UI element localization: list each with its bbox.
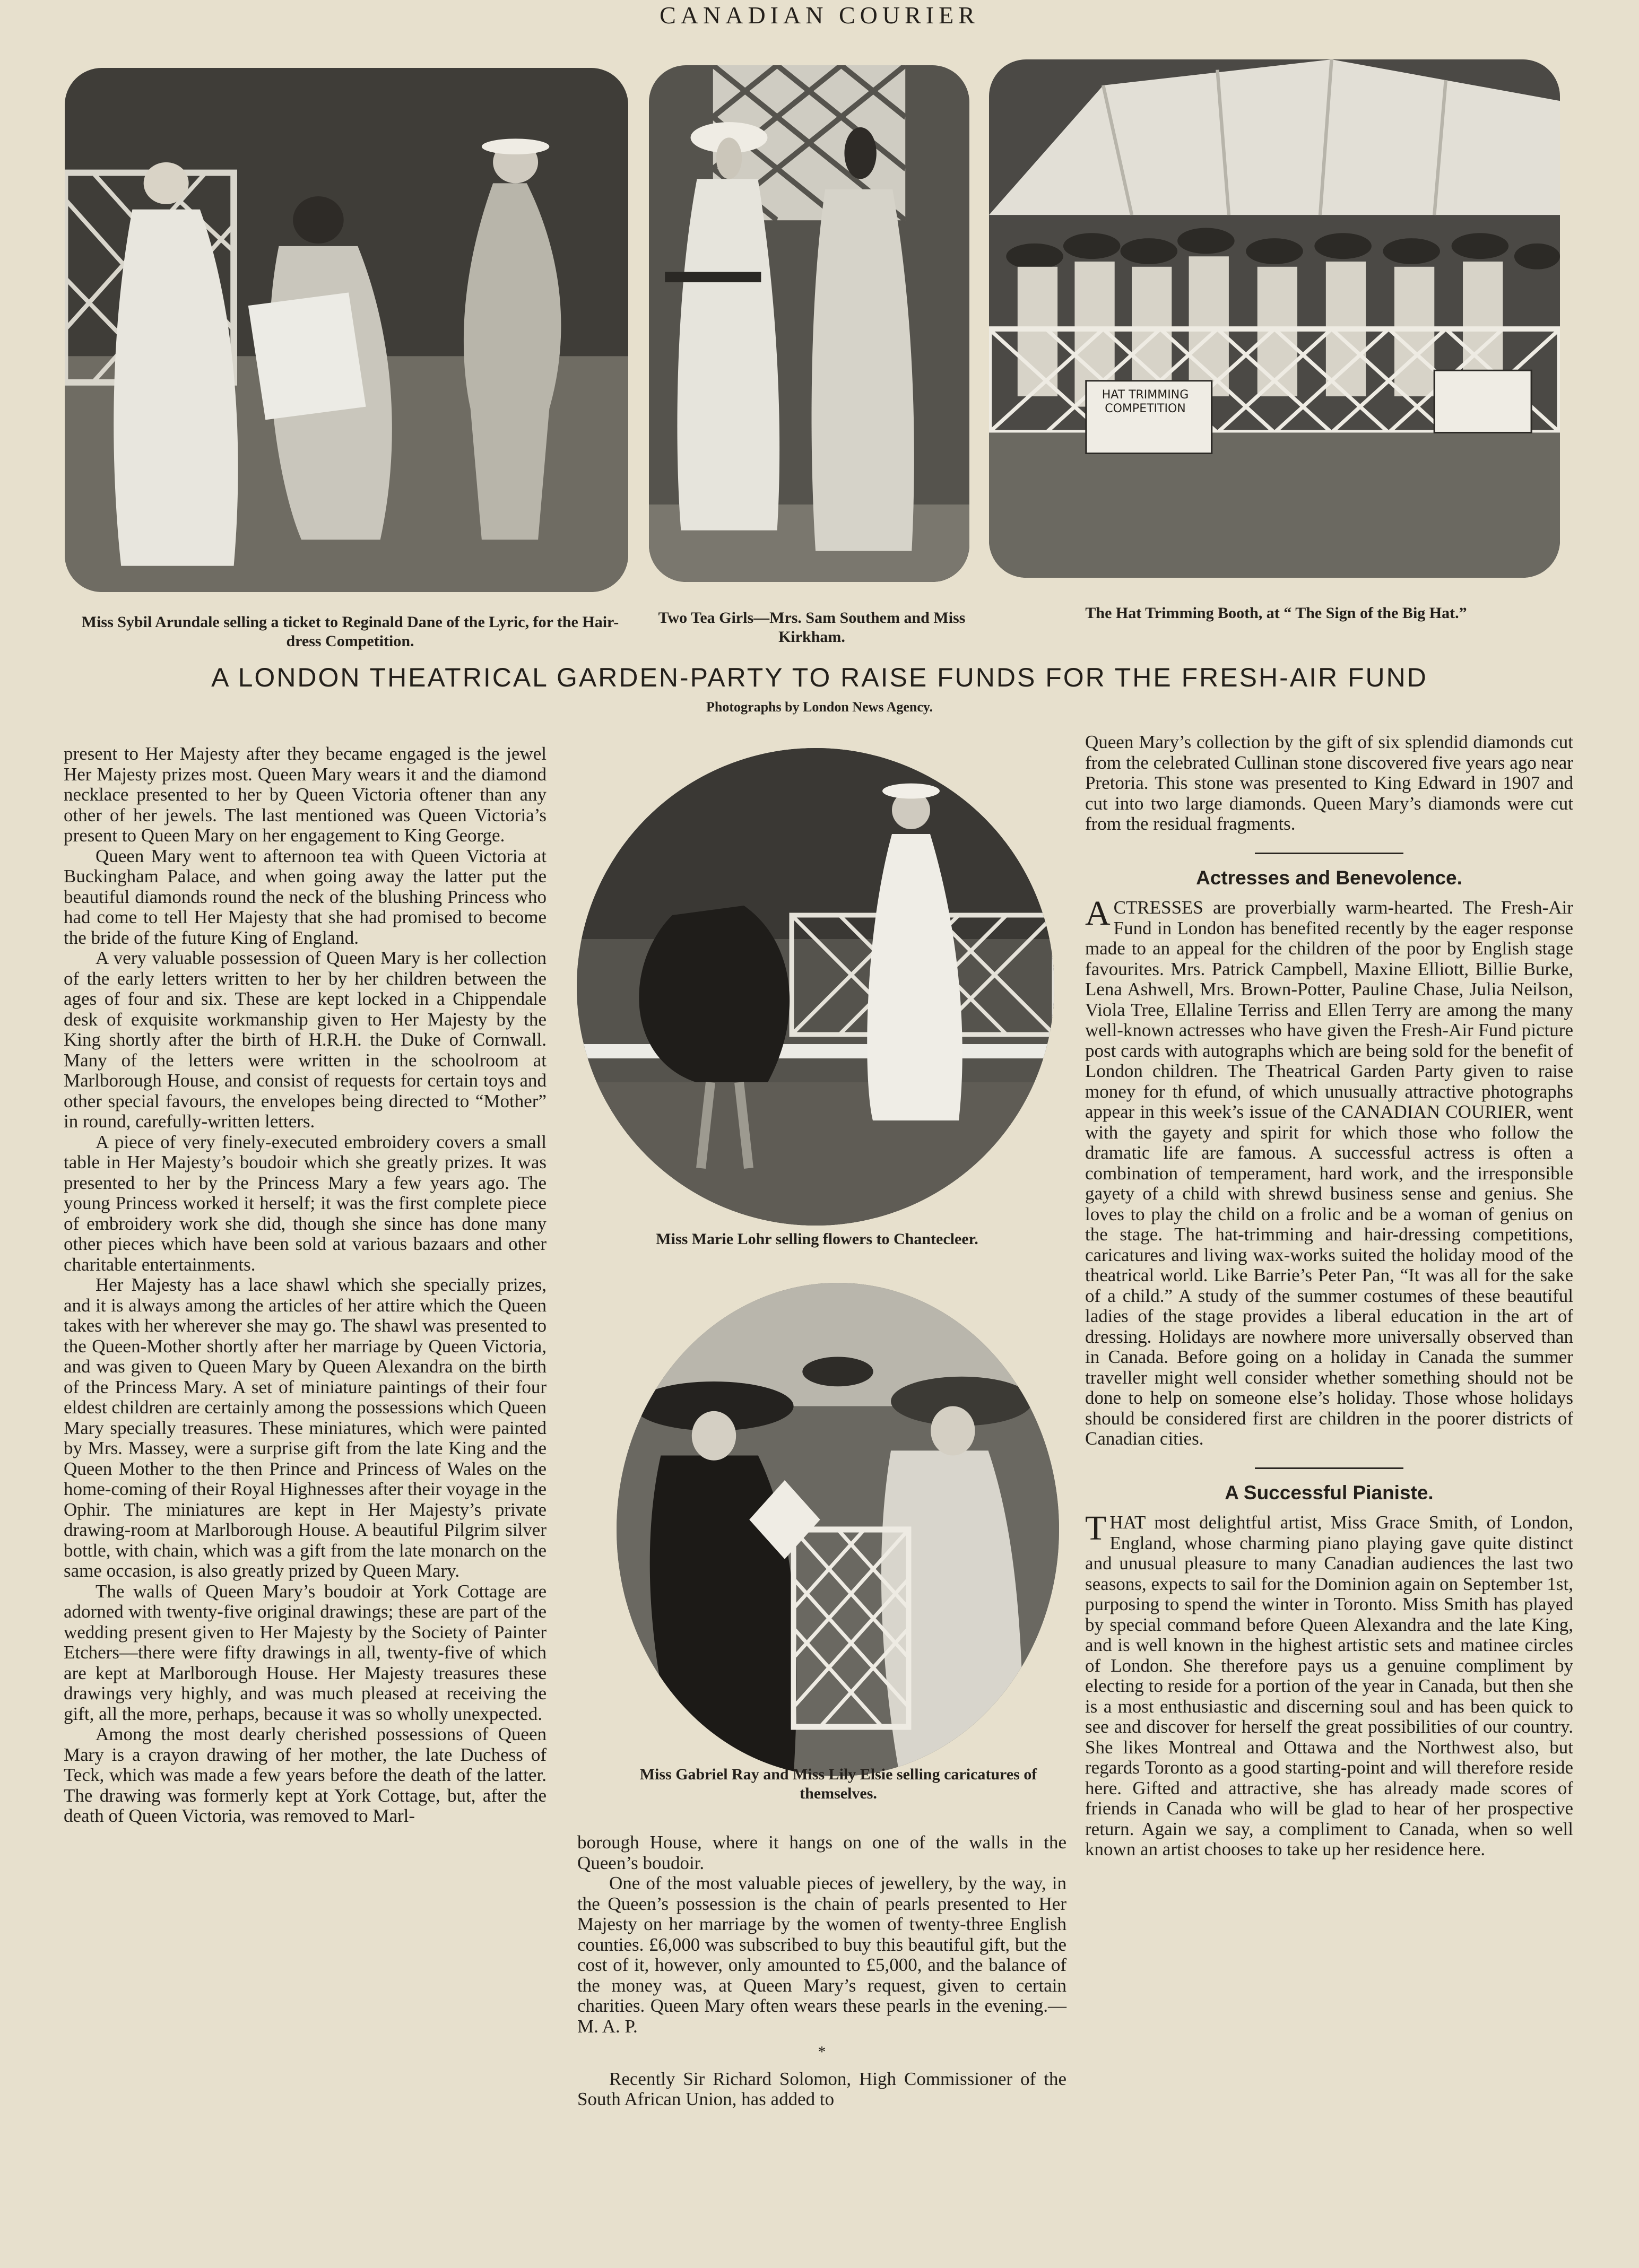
booth-sign: HAT TRIMMING COMPETITION [1102,388,1189,415]
dropcap: T [1085,1509,1107,1548]
photo-top-right [989,59,1560,578]
dropcap: A [1085,894,1111,933]
photo-gabriel-ray-lily-elsie-icon [617,1283,1059,1776]
separator-star: * [818,2043,826,2061]
photo-top-left [65,68,628,592]
headline: A LONDON THEATRICAL GARDEN-PARTY TO RAISE FUNDS FOR THE FRESH-AIR FUND [211,663,1428,692]
left-column [64,744,547,2155]
middle-paragraph: One of the most valuable pieces of jewellery, by the way, in the Queen’s possession is the chain of pearls presented to Her Majesty on her marriage by the women of twenty-three English counties. £6,000 was subscribed to buy this beautiful gift, but the cost of it, however, only amounted to £5,000, and the balance of the money was, at Queen Mary’s request, given to certain charities. Queen Mary often wears these pearls in the evening.—M. A. P. [577,1873,1066,2037]
section-body-pianiste [1085,1509,1573,1860]
photo-credit: Photographs by London News Agency. [706,699,933,715]
photo-sybil-arundale-icon [65,68,628,592]
caption-top-left: Miss Sybil Arundale selling a ticket to Reginald Dane of the Lyric, for the Hair-dress Competition. [81,613,619,650]
middle-paragraph: Recently Sir Richard Solomon, High Commissioner of the South African Union, has added to [577,2068,1066,2109]
caption-circle-top: Miss Marie Lohr selling flowers to Chantecleer. [656,1230,978,1248]
middle-column [577,1832,1066,2110]
caption-circle-bottom: Miss Gabriel Ray and Miss Lily Elsie selling caricatures of themselves. [639,1766,1037,1802]
photo-marie-lohr-icon [577,748,1054,1226]
section-body-text: CTRESSES are proverbially warm-hearted. The Fresh-Air Fund in London has benefited recently by the eager response made to an appeal for the children of the poor by English stage favourites. Mrs. Patrick Campbell, Maxine Elliott, Billie Burke, Lena Ashwell, Mrs. Brown-Potter, Pauline Chase, Julia Neilson, Viola Tree, Ellaline Terriss and Ellen Terry are among the many well-known actresses who have given the Fresh-Air Fund picture post cards with autographs which are being sold for the benefit of London children. The Theatrical Garden Party given to raise money for th efund, of which unusually attractive photographs appear in this week’s issue of the CANADIAN COURIER, went with the gayety and spirit for which those who follow the dramatic life are famous. A successful actress is often a combination of temperament, hard work, and the irresponsible gayety of a child with shrewd business sense and genius. She loves to play the child on a frolic and be a woman of genius on the stage. The hat-trimming and hair-dressing competitions, caricatures and living wax-works suited the holiday mood of the theatrical world. Like Barrie’s Peter Pan, “It was all for the sake of a child.” A study of the summer costumes of these beautiful ladies of the stage provides a liberal education in the art of dressing. Holidays are nowhere more universally observed than in Canada. Before going on a holiday in Canada the summer traveller might well consider whether something should not be done to help on someone else’s holiday. Those whose holidays should be considered first are children in the poorer districts of Canadian cities. [1085,897,1573,1449]
caption-top-middle: Two Tea Girls—Mrs. Sam Southem and Miss Kirkham. [658,609,966,646]
left-paragraph: Among the most dearly cherished possessions of Queen Mary is a crayon drawing of her mother, the late Duchess of Teck, which was made a few years before the death of the latter. The drawing was formerly kept at York Cottage, but, after the death of Queen Victoria, was removed to Marl- [64,1724,547,1826]
photo-hat-trimming-booth-icon [989,59,1560,578]
section-rule [1255,1467,1403,1469]
right-column [1085,732,1573,1860]
section-body-actresses [1085,894,1573,1449]
masthead: CANADIAN COURIER [660,2,979,29]
left-paragraph: present to Her Majesty after they became engaged is the jewel Her Majesty prizes most. Queen Mary wears it and the diamond necklace presented to her by Queen Victoria oftener than any other of her jewels. The last mentioned was Queen Victoria’s present to Queen Mary on her engagement to King George. [64,744,547,846]
photo-circle-bottom [617,1283,1059,1776]
right-intro: Queen Mary’s collection by the gift of six splendid diamonds cut from the celebrated Cullinan stone discovered five years ago near Pretoria. This stone was presented to King Edward in 1907 and cut into two large diamonds. Queen Mary’s diamonds were cut from the residual fragments. [1085,732,1573,834]
left-paragraph: Her Majesty has a lace shawl which she specially prizes, and it is always among the articles of her attire which the Queen takes with her wherever she may go. The shawl was presented to the Queen-Mother shortly after her marriage by Queen Victoria, and was given to Queen Mary by Queen Alexandra on the birth of the Princess Mary. A set of miniature paintings of their four eldest children are certainly among the possessions which Queen Mary specially treasures. These miniatures, which were painted by Mrs. Massey, were a surprise gift from the late King and the Queen Mother to the then Prince and Princess of Wales on the home-coming of their Royal Highnesses after their voyage in the Ophir. The miniatures are kept in Her Majesty’s private drawing-room at Marlborough House. A beautiful Pilgrim silver bottle, with chain, which was a gift from the late monarch on the same occasion, is also greatly prized by Queen Mary. [64,1274,547,1581]
caption-top-right: The Hat Trimming Booth, at “ The Sign of the Big Hat.” [1085,604,1467,622]
left-paragraph: Queen Mary went to afternoon tea with Queen Victoria at Buckingham Palace, and when going away the latter put the beautiful diamonds round the neck of the blushing Princess who had come to tell Her Majesty that she had promised to become the bride of the future King of England. [64,845,547,948]
left-paragraph: The walls of Queen Mary’s boudoir at York Cottage are adorned with twenty-five original drawings; these are part of the wedding present given to Her Majesty by the Society of Painter Etchers—there were fifty drawings in all, twenty-five of which are kept at Marlborough House. Her Majesty treasures these drawings very highly, and was much pleased at receiving the gift, all the more, perhaps, because it was so wholly unexpected. [64,1580,547,1724]
section-title-actresses: Actresses and Benevolence. [1196,866,1462,889]
photo-top-middle [649,65,969,582]
middle-paragraph: borough House, where it hangs on one of the walls in the Queen’s boudoir. [577,1832,1066,1873]
section-body-text: HAT most delightful artist, Miss Grace Smith, of London, England, whose charming piano playing gave quite distinct and unusual pleasure to many Canadian audiences the last two seasons, expects to sail for the Dominion again on September 1st, purposing to spend the winter in Toronto. Miss Smith has played by special command before Queen Alexandra and the late King, and is well known in the highest artistic sets and matinee circles of London. She therefore pays us a genuine compliment by electing to reside for a portion of the year in Canada, but then she is a most enthusiastic and discerning soul and has been quick to see and discover for herself the great possibilities of our country. She likes Montreal and Ottawa and the Northwest also, but regards Toronto as a good starting-point and will therefore reside here. Gifted and attractive, she has already made scores of friends in Canada who will be glad to hear of her prospective return. Again we say, a compliment to Canada, when so well known an artist chooses to take up her residence here. [1085,1512,1573,1859]
section-rule [1255,853,1403,854]
section-title-pianiste: A Successful Pianiste. [1225,1481,1434,1504]
left-paragraph: A piece of very finely-executed embroidery covers a small table in Her Majesty’s boudoir which she greatly prizes. It was presented to her by the Princess Mary a few years ago. The young Princess worked it herself; it was the first complete piece of embroidery work she did, though she since has done many other pieces which have been sold at various bazaars and other charitable entertainments. [64,1131,547,1275]
photo-circle-top [577,748,1054,1226]
photo-tea-girls-icon [649,65,969,582]
left-paragraph: A very valuable possession of Queen Mary is her collection of the early letters written to her by her children between the ages of four and six. These are kept locked in a Chippendale desk of exquisite workmanship given to Her Majesty by the King shortly after the birth of H.R.H. the Duke of Cornwall. Many of the letters were written in the schoolroom at Marlborough House, and consist of requests for certain toys and other special favours, the envelopes being directed to “Mother” in round, carefully-written letters. [64,948,547,1132]
